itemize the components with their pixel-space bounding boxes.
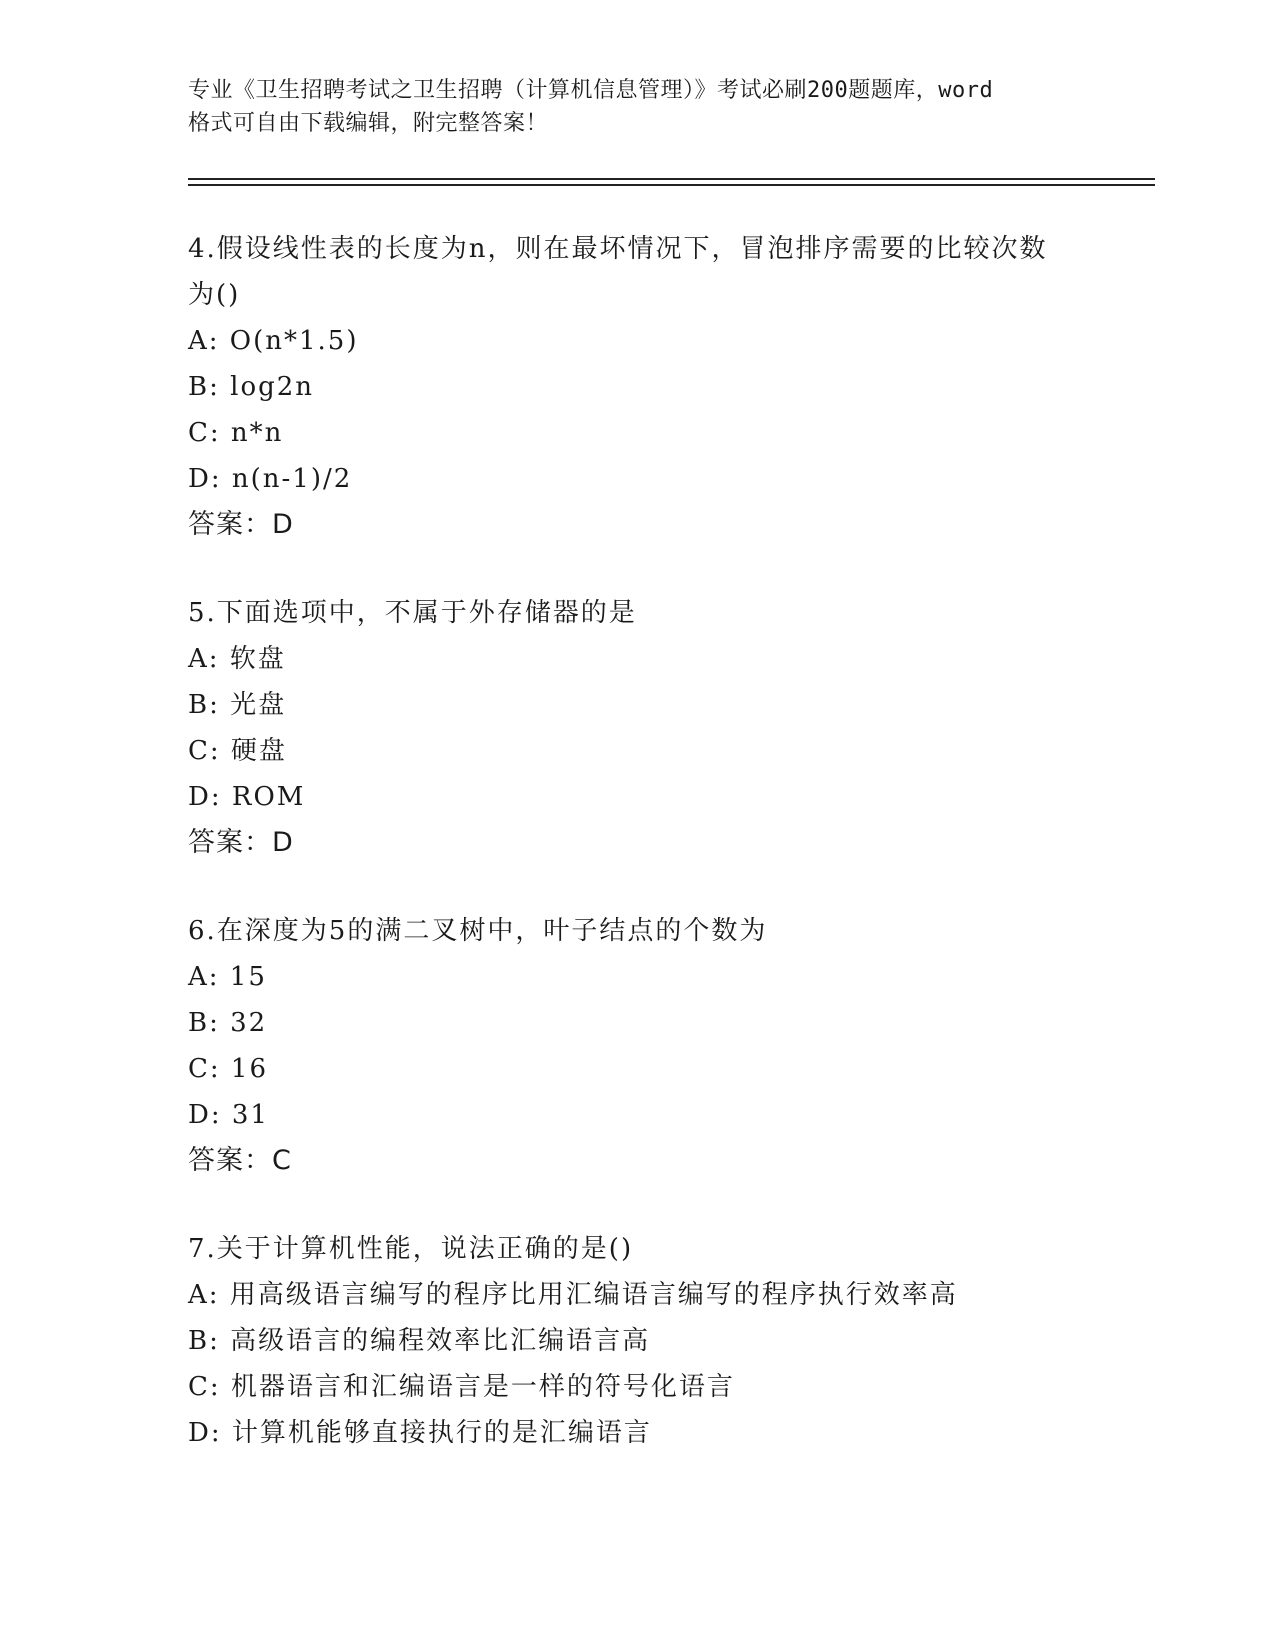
question-4 [188,226,1138,548]
header-divider-bottom [188,184,1155,186]
option-c: C: n*n [188,418,284,448]
option-c: C: 16 [188,1054,269,1084]
option-a: A: 用高级语言编写的程序比用汇编语言编写的程序执行效率高 [188,1280,958,1310]
option-b: B: 光盘 [188,690,287,720]
question-stem: 7.关于计算机性能，说法正确的是() [188,1234,634,1264]
option-c: C: 机器语言和汇编语言是一样的符号化语言 [188,1372,735,1402]
option-a: A: 15 [188,962,267,992]
answer: 答案：D [188,509,294,540]
option-b: B: 32 [188,1008,268,1038]
answer: 答案：C [188,1145,292,1176]
option-d: D: n(n-1)/2 [188,464,353,494]
question-stem: 5.下面选项中，不属于外存储器的是 [188,598,637,628]
answer: 答案：D [188,827,294,858]
header-divider-top [188,178,1155,180]
option-d: D: 31 [188,1100,269,1130]
document-header [188,74,1088,140]
header-line-2: 格式可自由下载编辑，附完整答案！ [188,111,549,136]
question-5 [188,590,1138,866]
option-a: A: 软盘 [188,644,286,674]
question-7 [188,1226,1138,1456]
option-b: B: log2n [188,372,315,402]
header-line-1: 专业《卫生招聘考试之卫生招聘（计算机信息管理）》考试必刷200题题库，word [188,78,994,103]
option-c: C: 硬盘 [188,736,287,766]
question-stem-continued: 为() [188,280,241,310]
question-stem: 4.假设线性表的长度为n，则在最坏情况下，冒泡排序需要的比较次数 [188,234,1048,264]
option-d: D: 计算机能够直接执行的是汇编语言 [188,1418,652,1448]
option-a: A: O(n*1.5) [188,326,359,356]
question-6 [188,908,1138,1184]
question-stem: 6.在深度为5的满二叉树中，叶子结点的个数为 [188,916,768,946]
option-b: B: 高级语言的编程效率比汇编语言高 [188,1326,651,1356]
option-d: D: ROM [188,782,306,812]
